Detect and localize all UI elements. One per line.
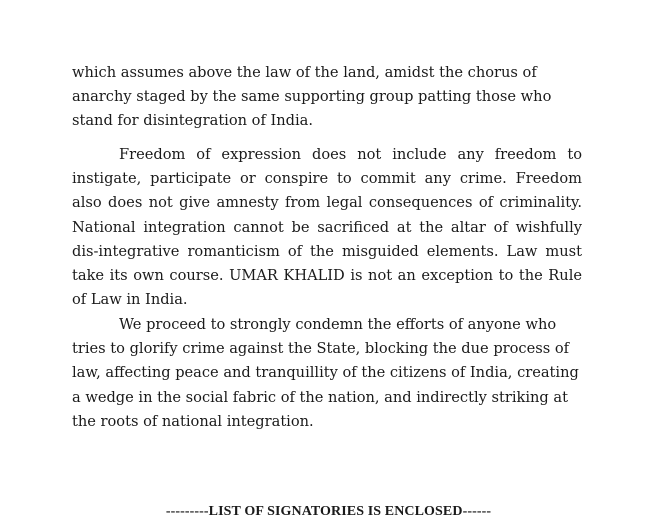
paragraph-freedom-of-expression: Freedom of expression does not include any freedom to instigate, participate or conspire to commit any crime. Freedom also does not give amnesty from legal consequences of criminality. National integration cannot be sacrificed at the altar of wishfully dis-integrative romanticism of the misguided elements. Law must take its own course. UMAR KHALID is not an exception to the Rule of Law in India. [72, 146, 582, 309]
paragraph-condemnation: We proceed to strongly condemn the efforts of anyone who tries to glorify crime against the State, blocking the due process of law, affecting peace and tranquillity of the citizens of India, creating a wedge in the social fabric of the nation, and indirectly striking at the roots of national integration. [72, 316, 579, 430]
signatories-footer: ---------LIST OF SIGNATORIES IS ENCLOSED------ [165, 504, 492, 519]
paragraph-continuation: which assumes above the law of the land, amidst the chorus of anarchy staged by the same supporting group patting those who stand for disintegration of India. [72, 64, 552, 130]
